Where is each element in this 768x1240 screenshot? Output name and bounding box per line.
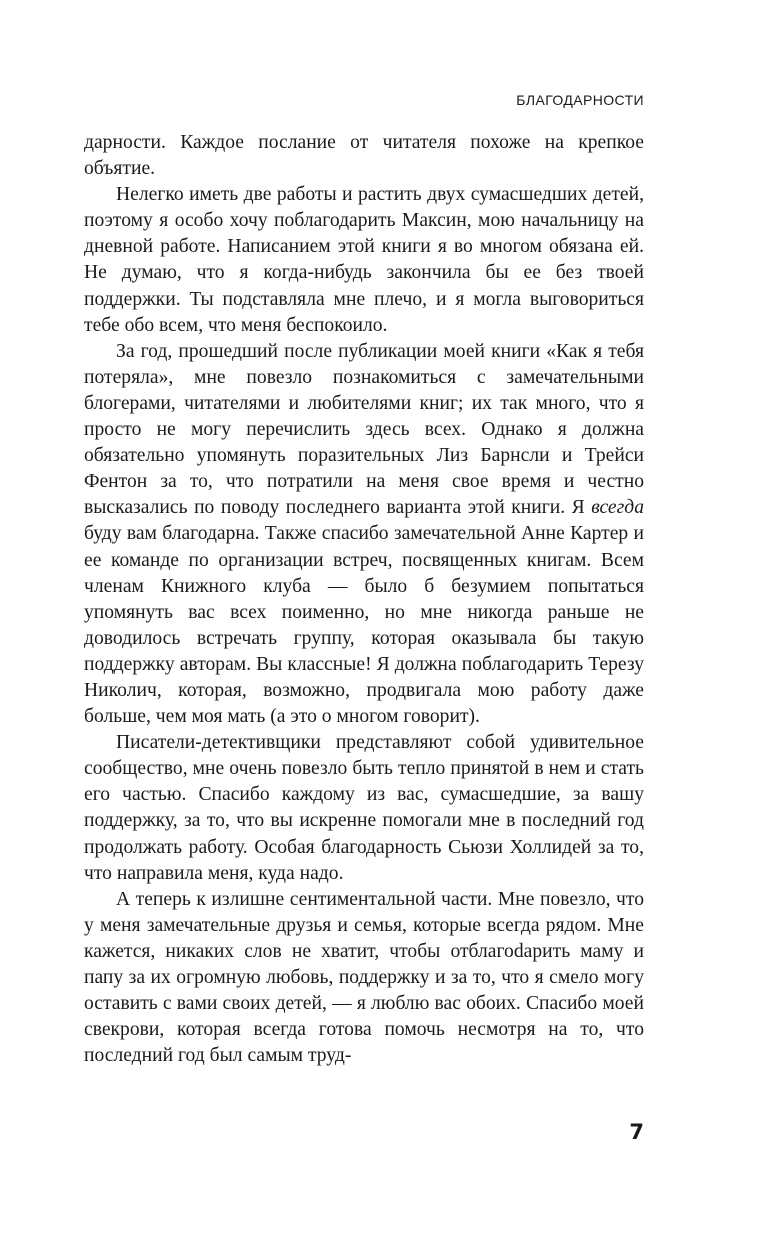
paragraph-1-continuation: дарности. Каждое послание от читателя похоже на крепкое объятие. xyxy=(84,132,644,180)
body-text xyxy=(84,130,644,1069)
running-header: БЛАГОДАРНОСТИ xyxy=(516,92,644,108)
paragraph-2: Нелегко иметь две работы и растить двух сумасшедших детей, поэтому я особо хочу поблагодарить Максин, мою начальницу на дневной работе. Написанием этой книги я во многом обязана ей. Не думаю, что я когда-нибудь закончила бы ее без твоей поддержки. Ты подставляла мне плечо, и я могла выговориться тебе обо всем, что меня беспокоило. xyxy=(84,184,644,336)
paragraph-3-emphasis: всегда xyxy=(591,497,644,519)
paragraph-3 xyxy=(84,339,644,730)
paragraph-4: Писатели-детективщики представляют собой удивительное сообщество, мне очень повезло быть тепло принятой в нем и стать его частью. Спасибо каждому из вас, сумасшедшие, за вашу поддержку, за то, что вы искренне помогали мне в последний год продолжать работу. Особая благодарность Сьюзи Холлидей за то, что направила меня, куда надо. xyxy=(84,732,644,884)
paragraph-5: А теперь к излишне сентиментальной части. Мне повезло, что у меня замечательные друзья и семья, которые всегда рядом. Мне кажется, никаких слов не хватит, чтобы отблагоdарить маму и папу за их огромную любовь, поддержку и за то, что я смело могу оставить с вами своих детей, — я люблю вас обоих. Спасибо моей свекрови, которая всегда готова помочь несмотря на то, что последний год был самым труд- xyxy=(84,888,644,1067)
paragraph-3-part-2: буду вам благодарна. Также спасибо замечательной Анне Картер и ее команде по организации встреч, посвященных книгам. Всем членам Книжного клуба — было б безумием попытаться упомянуть вас всех поименно, но мне никогда раньше не доводилось встречать группу, которая оказывала бы такую поддержку авторам. Вы классные! Я должна поблагодарить Терезу Николич, которая, возможно, продвигала мою работу даже больше, чем моя мать (а это о многом говорит). xyxy=(84,523,644,728)
page-number: 7 xyxy=(629,1120,644,1144)
paragraph-3-part-1: За год, прошедший после публикации моей книги «Как я тебя потеряла», мне повезло познакомиться с замечательными блогерами, читателями и любителями книг; их так много, что я просто не могу перечислить здесь всех. Однако я должна обязательно упомянуть поразительных Лиз Барнсли и Трейси Фентон за то, что потратили на меня свое время и честно высказались по поводу последнего варианта этой книги. Я xyxy=(84,340,644,519)
